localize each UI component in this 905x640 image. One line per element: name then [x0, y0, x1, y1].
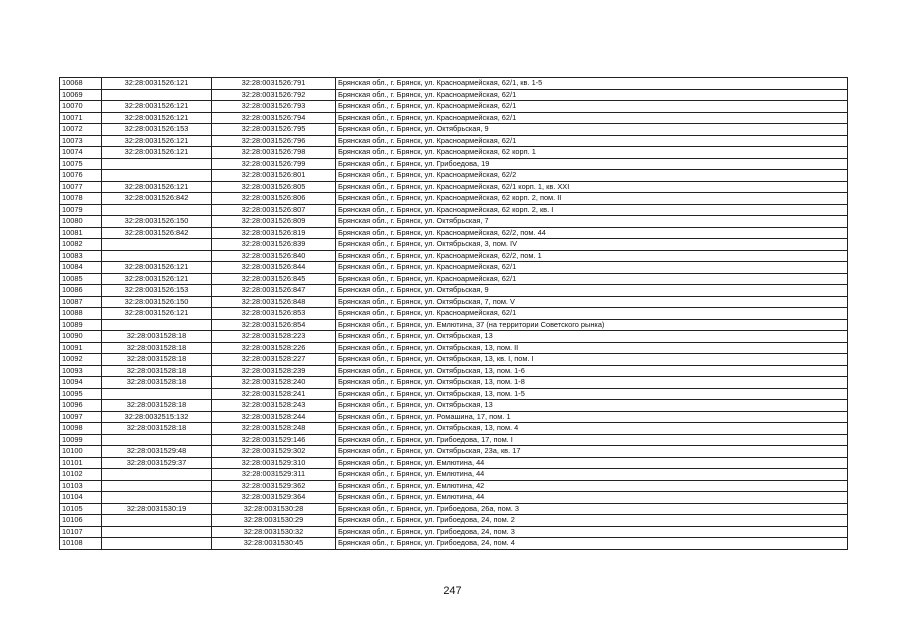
object-cadastral-number-cell: 32:28:0031530:32 [212, 526, 336, 538]
object-cadastral-number-cell: 32:28:0031530:28 [212, 503, 336, 515]
row-number-cell: 10103 [60, 480, 102, 492]
table-row [60, 411, 848, 423]
row-number-cell: 10078 [60, 193, 102, 205]
object-cadastral-number-cell: 32:28:0031528:244 [212, 411, 336, 423]
table-row [60, 296, 848, 308]
address-cell: Брянская обл., г. Брянск, ул. Октябрьская, 13, кв. I, пом. I [336, 354, 848, 366]
row-number-cell: 10098 [60, 423, 102, 435]
row-number-cell: 10079 [60, 204, 102, 216]
row-number-cell: 10101 [60, 457, 102, 469]
table-row [60, 526, 848, 538]
table-row [60, 170, 848, 182]
row-number-cell: 10108 [60, 538, 102, 550]
quarter-cadastral-number-cell: 32:28:0031528:18 [102, 331, 212, 343]
object-cadastral-number-cell: 32:28:0031529:310 [212, 457, 336, 469]
address-cell: Брянская обл., г. Брянск, ул. Октябрьская, 13, пом. 4 [336, 423, 848, 435]
address-cell: Брянская обл., г. Брянск, ул. Красноармейская, 62/1 [336, 112, 848, 124]
row-number-cell: 10073 [60, 135, 102, 147]
object-cadastral-number-cell: 32:28:0031529:362 [212, 480, 336, 492]
address-cell: Брянская обл., г. Брянск, ул. Грибоедова, 26а, пом. 3 [336, 503, 848, 515]
quarter-cadastral-number-cell: 32:28:0031529:48 [102, 446, 212, 458]
object-cadastral-number-cell: 32:28:0031526:794 [212, 112, 336, 124]
object-cadastral-number-cell: 32:28:0031526:791 [212, 78, 336, 90]
table-row [60, 457, 848, 469]
row-number-cell: 10094 [60, 377, 102, 389]
object-cadastral-number-cell: 32:28:0031526:801 [212, 170, 336, 182]
quarter-cadastral-number-cell: 32:28:0031529:37 [102, 457, 212, 469]
address-cell: Брянская обл., г. Брянск, ул. Красноармейская, 62 корп. 1 [336, 147, 848, 159]
address-cell: Брянская обл., г. Брянск, ул. Грибоедова, 19 [336, 158, 848, 170]
object-cadastral-number-cell: 32:28:0031526:854 [212, 319, 336, 331]
address-cell: Брянская обл., г. Брянск, ул. Октябрьская, 13 [336, 331, 848, 343]
address-cell: Брянская обл., г. Брянск, ул. Октябрьская, 9 [336, 285, 848, 297]
address-cell: Брянская обл., г. Брянск, ул. Емлютина, 37 (на территории Советского рынка) [336, 319, 848, 331]
row-number-cell: 10091 [60, 342, 102, 354]
table-row [60, 227, 848, 239]
quarter-cadastral-number-cell: 32:28:0031526:121 [102, 181, 212, 193]
table-row [60, 423, 848, 435]
quarter-cadastral-number-cell: 32:28:0031526:121 [102, 147, 212, 159]
property-registry-table [59, 77, 848, 550]
object-cadastral-number-cell: 32:28:0031526:853 [212, 308, 336, 320]
address-cell: Брянская обл., г. Брянск, ул. Октябрьская, 3, пом. IV [336, 239, 848, 251]
address-cell: Брянская обл., г. Брянск, ул. Октябрьская, 13, пом. II [336, 342, 848, 354]
row-number-cell: 10068 [60, 78, 102, 90]
address-cell: Брянская обл., г. Брянск, ул. Грибоедова, 17, пом. I [336, 434, 848, 446]
object-cadastral-number-cell: 32:28:0031526:792 [212, 89, 336, 101]
quarter-cadastral-number-cell: 32:28:0031526:121 [102, 78, 212, 90]
row-number-cell: 10070 [60, 101, 102, 113]
row-number-cell: 10100 [60, 446, 102, 458]
address-cell: Брянская обл., г. Брянск, ул. Октябрьская, 9 [336, 124, 848, 136]
row-number-cell: 10084 [60, 262, 102, 274]
row-number-cell: 10093 [60, 365, 102, 377]
table-row [60, 342, 848, 354]
object-cadastral-number-cell: 32:28:0031529:146 [212, 434, 336, 446]
address-cell: Брянская обл., г. Брянск, ул. Грибоедова, 24, пом. 3 [336, 526, 848, 538]
table-row [60, 78, 848, 90]
quarter-cadastral-number-cell [102, 434, 212, 446]
table-row [60, 273, 848, 285]
object-cadastral-number-cell: 32:28:0031528:240 [212, 377, 336, 389]
address-cell: Брянская обл., г. Брянск, ул. Октябрьская, 13, пом. 1-5 [336, 388, 848, 400]
quarter-cadastral-number-cell: 32:28:0031526:842 [102, 227, 212, 239]
table-row [60, 239, 848, 251]
object-cadastral-number-cell: 32:28:0031526:799 [212, 158, 336, 170]
quarter-cadastral-number-cell: 32:28:0031528:18 [102, 423, 212, 435]
quarter-cadastral-number-cell: 32:28:0031526:150 [102, 216, 212, 228]
quarter-cadastral-number-cell: 32:28:0031526:121 [102, 135, 212, 147]
quarter-cadastral-number-cell: 32:28:0031526:121 [102, 308, 212, 320]
table-row [60, 112, 848, 124]
row-number-cell: 10074 [60, 147, 102, 159]
page-number: 247 [443, 585, 462, 597]
table-row [60, 354, 848, 366]
address-cell: Брянская обл., г. Брянск, ул. Красноармейская, 62/1 корп. 1, кв. XXI [336, 181, 848, 193]
address-cell: Брянская обл., г. Брянск, ул. Красноармейская, 62/1 [336, 273, 848, 285]
row-number-cell: 10071 [60, 112, 102, 124]
object-cadastral-number-cell: 32:28:0031526:793 [212, 101, 336, 113]
quarter-cadastral-number-cell [102, 480, 212, 492]
table-row [60, 492, 848, 504]
quarter-cadastral-number-cell: 32:28:0032515:132 [102, 411, 212, 423]
object-cadastral-number-cell: 32:28:0031528:243 [212, 400, 336, 412]
table-row [60, 147, 848, 159]
table-row [60, 158, 848, 170]
row-number-cell: 10097 [60, 411, 102, 423]
table-row [60, 446, 848, 458]
address-cell: Брянская обл., г. Брянск, ул. Красноармейская, 62/2 [336, 170, 848, 182]
table-row [60, 101, 848, 113]
object-cadastral-number-cell: 32:28:0031529:311 [212, 469, 336, 481]
row-number-cell: 10107 [60, 526, 102, 538]
row-number-cell: 10102 [60, 469, 102, 481]
object-cadastral-number-cell: 32:28:0031530:29 [212, 515, 336, 527]
object-cadastral-number-cell: 32:28:0031526:809 [212, 216, 336, 228]
quarter-cadastral-number-cell: 32:28:0031526:121 [102, 273, 212, 285]
row-number-cell: 10099 [60, 434, 102, 446]
table-row [60, 434, 848, 446]
quarter-cadastral-number-cell [102, 250, 212, 262]
address-cell: Брянская обл., г. Брянск, ул. Грибоедова, 24, пом. 4 [336, 538, 848, 550]
address-cell: Брянская обл., г. Брянск, ул. Красноармейская, 62/1 [336, 308, 848, 320]
row-number-cell: 10095 [60, 388, 102, 400]
object-cadastral-number-cell: 32:28:0031529:302 [212, 446, 336, 458]
row-number-cell: 10106 [60, 515, 102, 527]
address-cell: Брянская обл., г. Брянск, ул. Емлютина, 44 [336, 469, 848, 481]
address-cell: Брянская обл., г. Брянск, ул. Октябрьская, 7, пом. V [336, 296, 848, 308]
address-cell: Брянская обл., г. Брянск, ул. Ромашина, 17, пом. 1 [336, 411, 848, 423]
address-cell: Брянская обл., г. Брянск, ул. Красноармейская, 62/1 [336, 135, 848, 147]
object-cadastral-number-cell: 32:28:0031528:239 [212, 365, 336, 377]
row-number-cell: 10096 [60, 400, 102, 412]
row-number-cell: 10092 [60, 354, 102, 366]
object-cadastral-number-cell: 32:28:0031526:844 [212, 262, 336, 274]
table-row [60, 89, 848, 101]
row-number-cell: 10069 [60, 89, 102, 101]
row-number-cell: 10076 [60, 170, 102, 182]
object-cadastral-number-cell: 32:28:0031528:241 [212, 388, 336, 400]
table-row [60, 216, 848, 228]
quarter-cadastral-number-cell: 32:28:0031528:18 [102, 377, 212, 389]
quarter-cadastral-number-cell [102, 204, 212, 216]
table-row [60, 319, 848, 331]
table-row [60, 388, 848, 400]
table-row [60, 308, 848, 320]
address-cell: Брянская обл., г. Брянск, ул. Октябрьская, 13, пом. 1-6 [336, 365, 848, 377]
object-cadastral-number-cell: 32:28:0031528:227 [212, 354, 336, 366]
object-cadastral-number-cell: 32:28:0031526:798 [212, 147, 336, 159]
table-row [60, 365, 848, 377]
row-number-cell: 10105 [60, 503, 102, 515]
table-row [60, 400, 848, 412]
table-row [60, 193, 848, 205]
object-cadastral-number-cell: 32:28:0031526:819 [212, 227, 336, 239]
address-cell: Брянская обл., г. Брянск, ул. Красноармейская, 62/2, пом. 44 [336, 227, 848, 239]
row-number-cell: 10090 [60, 331, 102, 343]
table-row [60, 285, 848, 297]
address-cell: Брянская обл., г. Брянск, ул. Красноармейская, 62/2, пом. 1 [336, 250, 848, 262]
row-number-cell: 10085 [60, 273, 102, 285]
address-cell: Брянская обл., г. Брянск, ул. Октябрьская, 7 [336, 216, 848, 228]
object-cadastral-number-cell: 32:28:0031526:807 [212, 204, 336, 216]
row-number-cell: 10080 [60, 216, 102, 228]
object-cadastral-number-cell: 32:28:0031526:805 [212, 181, 336, 193]
address-cell: Брянская обл., г. Брянск, ул. Емлютина, 42 [336, 480, 848, 492]
address-cell: Брянская обл., г. Брянск, ул. Емлютина, 44 [336, 492, 848, 504]
quarter-cadastral-number-cell: 32:28:0031528:18 [102, 365, 212, 377]
object-cadastral-number-cell: 32:28:0031526:839 [212, 239, 336, 251]
table-row [60, 469, 848, 481]
table-row [60, 331, 848, 343]
object-cadastral-number-cell: 32:28:0031526:795 [212, 124, 336, 136]
address-cell: Брянская обл., г. Брянск, ул. Красноармейская, 62/1 [336, 101, 848, 113]
quarter-cadastral-number-cell: 32:28:0031526:153 [102, 285, 212, 297]
address-cell: Брянская обл., г. Брянск, ул. Октябрьская, 23а, кв. 17 [336, 446, 848, 458]
row-number-cell: 10104 [60, 492, 102, 504]
row-number-cell: 10072 [60, 124, 102, 136]
object-cadastral-number-cell: 32:28:0031526:848 [212, 296, 336, 308]
table-body [60, 78, 848, 550]
address-cell: Брянская обл., г. Брянск, ул. Красноармейская, 62/1, кв. 1-5 [336, 78, 848, 90]
quarter-cadastral-number-cell [102, 158, 212, 170]
table-row [60, 135, 848, 147]
row-number-cell: 10087 [60, 296, 102, 308]
address-cell: Брянская обл., г. Брянск, ул. Красноармейская, 62/1 [336, 262, 848, 274]
row-number-cell: 10081 [60, 227, 102, 239]
object-cadastral-number-cell: 32:28:0031528:248 [212, 423, 336, 435]
quarter-cadastral-number-cell [102, 170, 212, 182]
object-cadastral-number-cell: 32:28:0031526:840 [212, 250, 336, 262]
quarter-cadastral-number-cell: 32:28:0031528:18 [102, 354, 212, 366]
quarter-cadastral-number-cell: 32:28:0031526:842 [102, 193, 212, 205]
quarter-cadastral-number-cell: 32:28:0031530:19 [102, 503, 212, 515]
object-cadastral-number-cell: 32:28:0031529:364 [212, 492, 336, 504]
quarter-cadastral-number-cell: 32:28:0031528:18 [102, 400, 212, 412]
quarter-cadastral-number-cell: 32:28:0031526:121 [102, 262, 212, 274]
table-row [60, 480, 848, 492]
object-cadastral-number-cell: 32:28:0031526:845 [212, 273, 336, 285]
row-number-cell: 10082 [60, 239, 102, 251]
quarter-cadastral-number-cell: 32:28:0031528:18 [102, 342, 212, 354]
row-number-cell: 10088 [60, 308, 102, 320]
address-cell: Брянская обл., г. Брянск, ул. Октябрьская, 13 [336, 400, 848, 412]
address-cell: Брянская обл., г. Брянск, ул. Емлютина, 44 [336, 457, 848, 469]
quarter-cadastral-number-cell: 32:28:0031526:121 [102, 101, 212, 113]
quarter-cadastral-number-cell [102, 469, 212, 481]
table-row [60, 515, 848, 527]
row-number-cell: 10086 [60, 285, 102, 297]
table-row [60, 204, 848, 216]
address-cell: Брянская обл., г. Брянск, ул. Красноармейская, 62/1 [336, 89, 848, 101]
row-number-cell: 10089 [60, 319, 102, 331]
table-row [60, 262, 848, 274]
address-cell: Брянская обл., г. Брянск, ул. Красноармейская, 62 корп. 2, кв. I [336, 204, 848, 216]
table-row [60, 503, 848, 515]
table-row [60, 538, 848, 550]
quarter-cadastral-number-cell [102, 538, 212, 550]
table-row [60, 124, 848, 136]
table-row [60, 250, 848, 262]
quarter-cadastral-number-cell: 32:28:0031526:121 [102, 112, 212, 124]
object-cadastral-number-cell: 32:28:0031526:796 [212, 135, 336, 147]
quarter-cadastral-number-cell [102, 492, 212, 504]
quarter-cadastral-number-cell [102, 388, 212, 400]
row-number-cell: 10075 [60, 158, 102, 170]
quarter-cadastral-number-cell: 32:28:0031526:153 [102, 124, 212, 136]
address-cell: Брянская обл., г. Брянск, ул. Красноармейская, 62 корп. 2, пом. II [336, 193, 848, 205]
quarter-cadastral-number-cell [102, 89, 212, 101]
object-cadastral-number-cell: 32:28:0031526:847 [212, 285, 336, 297]
quarter-cadastral-number-cell [102, 239, 212, 251]
object-cadastral-number-cell: 32:28:0031530:45 [212, 538, 336, 550]
row-number-cell: 10083 [60, 250, 102, 262]
table-row [60, 377, 848, 389]
object-cadastral-number-cell: 32:28:0031528:226 [212, 342, 336, 354]
quarter-cadastral-number-cell [102, 319, 212, 331]
quarter-cadastral-number-cell: 32:28:0031526:150 [102, 296, 212, 308]
object-cadastral-number-cell: 32:28:0031526:806 [212, 193, 336, 205]
address-cell: Брянская обл., г. Брянск, ул. Октябрьская, 13, пом. 1-8 [336, 377, 848, 389]
object-cadastral-number-cell: 32:28:0031528:223 [212, 331, 336, 343]
address-cell: Брянская обл., г. Брянск, ул. Грибоедова, 24, пом. 2 [336, 515, 848, 527]
quarter-cadastral-number-cell [102, 515, 212, 527]
table-row [60, 181, 848, 193]
row-number-cell: 10077 [60, 181, 102, 193]
quarter-cadastral-number-cell [102, 526, 212, 538]
